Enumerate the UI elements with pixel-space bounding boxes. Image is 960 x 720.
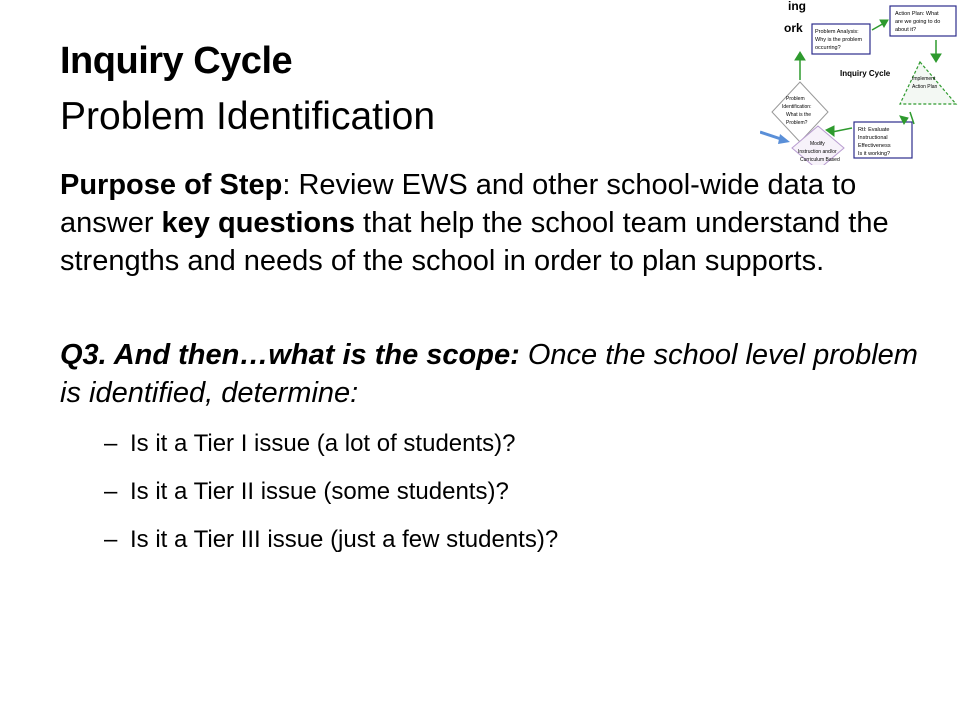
tier-list [60, 420, 940, 564]
purpose-emphasis: key questions [161, 207, 355, 239]
purpose-paragraph [60, 166, 940, 280]
diagram-blue-arrow [760, 132, 790, 144]
q3-lead: Q3. And then…what is the scope: [60, 339, 520, 371]
svg-text:about it?: about it? [895, 27, 917, 33]
dash-bullet: – [104, 478, 118, 505]
title-block [60, 36, 750, 144]
svg-text:Curriculum Based: Curriculum Based [800, 157, 840, 163]
q3-rest: Once the school level problem is identified, determine: [60, 339, 918, 409]
svg-text:Problem Analysis:: Problem Analysis: [815, 29, 859, 35]
tier-list-item [104, 516, 940, 564]
svg-text:Why is the problem: Why is the problem [815, 37, 863, 43]
tier-item-text: Is it a Tier I issue (a lot of students)? [130, 430, 516, 457]
svg-text:occurring?: occurring? [815, 45, 841, 51]
diagram-center-label: Inquiry Cycle [840, 69, 891, 78]
svg-text:What is the: What is the [786, 112, 812, 118]
svg-text:Problem?: Problem? [786, 120, 808, 126]
diagram-box-rti [854, 122, 912, 158]
purpose-text-1: : Review EWS and other school-wide data to answer [60, 169, 857, 239]
svg-text:Effectiveness: Effectiveness [858, 143, 891, 149]
diagram-header-fragment-1: ing [788, 0, 806, 13]
svg-text:Implement: Implement [912, 76, 936, 82]
tier-item-text: Is it a Tier II issue (some students)? [130, 478, 509, 505]
diagram-box-action-plan [890, 6, 956, 36]
svg-text:Is it working?: Is it working? [858, 151, 891, 157]
slide-body [60, 166, 940, 564]
svg-text:Instruction and/or: Instruction and/or [798, 149, 837, 155]
svg-text:Problem: Problem [786, 96, 805, 102]
q3-section [60, 336, 940, 564]
svg-text:Identification:: Identification: [782, 104, 812, 110]
diagram-triangle-implement [900, 62, 956, 104]
svg-text:Action Plan: What: Action Plan: What [895, 11, 939, 17]
tier-list-item [104, 420, 940, 468]
purpose-label: Purpose of Step [60, 169, 283, 201]
dash-bullet: – [104, 526, 118, 553]
svg-text:are we going to do: are we going to do [895, 19, 941, 25]
purpose-text-2: that help the school team understand the strengths and needs of the school in order to plan supports. [60, 207, 889, 277]
inquiry-cycle-diagram [760, 0, 960, 165]
svg-text:RtI: Evaluate: RtI: Evaluate [858, 127, 890, 133]
tier-list-item [104, 468, 940, 516]
slide-subtitle: Problem Identification [60, 95, 436, 138]
diagram-header-fragment-2: ork [784, 21, 803, 35]
q3-paragraph [60, 336, 940, 412]
svg-text:Instructional: Instructional [858, 135, 888, 141]
diagram-box-problem-analysis [812, 24, 870, 54]
svg-text:Modify: Modify [810, 141, 825, 147]
svg-text:Action Plan: Action Plan [912, 84, 938, 90]
dash-bullet: – [104, 430, 118, 457]
slide-title: Inquiry Cycle [60, 40, 293, 82]
tier-item-text: Is it a Tier III issue (just a few students)? [130, 526, 559, 553]
